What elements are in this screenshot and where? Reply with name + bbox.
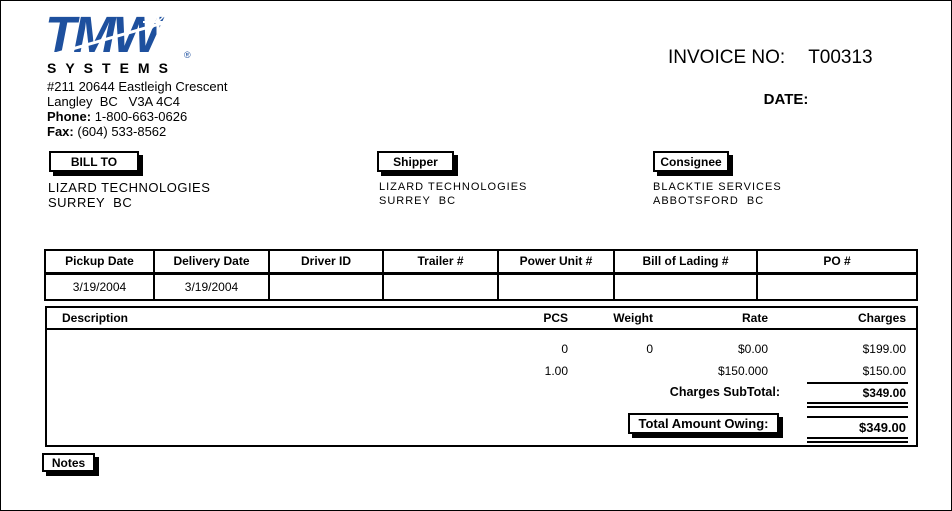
cell-weight xyxy=(568,360,653,382)
company-fax xyxy=(47,124,166,139)
total-amount-owing-label: Total Amount Owing: xyxy=(638,416,769,431)
charges-subtotal-value: $349.00 xyxy=(807,382,908,408)
consignee-button[interactable] xyxy=(653,151,729,172)
date-label: DATE: xyxy=(763,91,809,108)
charges-table-body xyxy=(47,330,916,382)
shipper-city: SURREY BC xyxy=(379,195,457,207)
cell-charges: $199.00 xyxy=(862,342,906,356)
consignee-button-label: Consignee xyxy=(660,154,722,169)
cell-po xyxy=(758,275,916,299)
shipment-table-row xyxy=(46,275,916,299)
charges-row xyxy=(47,360,916,382)
company-address-line2: Langley BC V3A 4C4 xyxy=(47,94,180,109)
cell-pcs: 1.00 xyxy=(544,364,568,378)
invoice-no-label: INVOICE NO: xyxy=(668,47,786,68)
col-header-bill-of-lading: Bill of Lading # xyxy=(615,251,758,272)
bill-to-button-label: BILL TO xyxy=(70,154,118,169)
cell-trailer xyxy=(384,275,499,299)
phone-label: Phone: xyxy=(47,109,92,124)
shipment-table-header xyxy=(46,251,916,275)
consignee-city: ABBOTSFORD BC xyxy=(653,195,765,207)
col-header-pickup-date: Pickup Date xyxy=(46,251,155,272)
fax-value: (604) 533-8562 xyxy=(77,124,167,139)
col-header-rate: Rate xyxy=(741,311,768,325)
col-header-delivery-date: Delivery Date xyxy=(155,251,270,272)
charges-table-header xyxy=(47,308,916,330)
bill-to-button[interactable] xyxy=(49,151,139,172)
logo-systems-text: SYSTEMS xyxy=(47,60,177,76)
notes-button[interactable] xyxy=(42,453,95,472)
shipper-name: LIZARD TECHNOLOGIES xyxy=(379,181,528,193)
bill-to-name: LIZARD TECHNOLOGIES xyxy=(48,180,211,195)
phone-value: 1-800-663-0626 xyxy=(94,109,188,124)
col-header-power-unit: Power Unit # xyxy=(499,251,615,272)
bill-to-city: SURREY BC xyxy=(48,195,133,210)
cell-delivery-date: 3/19/2004 xyxy=(155,275,270,299)
col-header-charges: Charges xyxy=(857,311,906,325)
notes-button-label: Notes xyxy=(51,455,86,470)
invoice-no-value: T00313 xyxy=(808,47,873,68)
charges-subtotal-label: Charges SubTotal: xyxy=(669,385,780,399)
cell-pickup-date: 3/19/2004 xyxy=(46,275,155,299)
invoice-date-line xyxy=(747,74,808,142)
shipment-table xyxy=(44,249,918,301)
shipper-button-label: Shipper xyxy=(393,154,438,169)
company-phone xyxy=(47,109,187,124)
charges-row xyxy=(47,338,916,360)
shipper-button[interactable] xyxy=(377,151,454,172)
tmw-logo xyxy=(45,7,195,60)
invoice-number-line xyxy=(668,47,873,69)
col-header-po: PO # xyxy=(823,254,851,268)
fax-label: Fax: xyxy=(47,124,74,139)
cell-description xyxy=(47,360,473,382)
cell-description xyxy=(47,338,473,360)
col-header-trailer: Trailer # xyxy=(384,251,499,272)
cell-bill-of-lading xyxy=(615,275,758,299)
cell-pcs: 0 xyxy=(561,342,568,356)
cell-rate: $150.000 xyxy=(717,364,768,378)
consignee-name: BLACKTIE SERVICES xyxy=(653,181,782,193)
total-amount-owing-value: $349.00 xyxy=(807,416,908,443)
col-header-driver-id: Driver ID xyxy=(270,251,384,272)
logo-text: TMW xyxy=(45,7,158,60)
company-address-line1: #211 20644 Eastleigh Crescent xyxy=(47,79,228,94)
cell-power-unit xyxy=(499,275,615,299)
col-header-description: Description xyxy=(62,311,129,325)
cell-charges: $150.00 xyxy=(862,364,906,378)
charges-table xyxy=(45,306,918,447)
cell-driver-id xyxy=(270,275,384,299)
cell-weight: 0 xyxy=(646,342,653,356)
col-header-pcs: PCS xyxy=(543,311,568,325)
total-amount-owing-button[interactable] xyxy=(628,413,779,434)
col-header-weight: Weight xyxy=(613,311,653,325)
cell-rate: $0.00 xyxy=(737,342,768,356)
registered-mark: ® xyxy=(184,50,191,60)
